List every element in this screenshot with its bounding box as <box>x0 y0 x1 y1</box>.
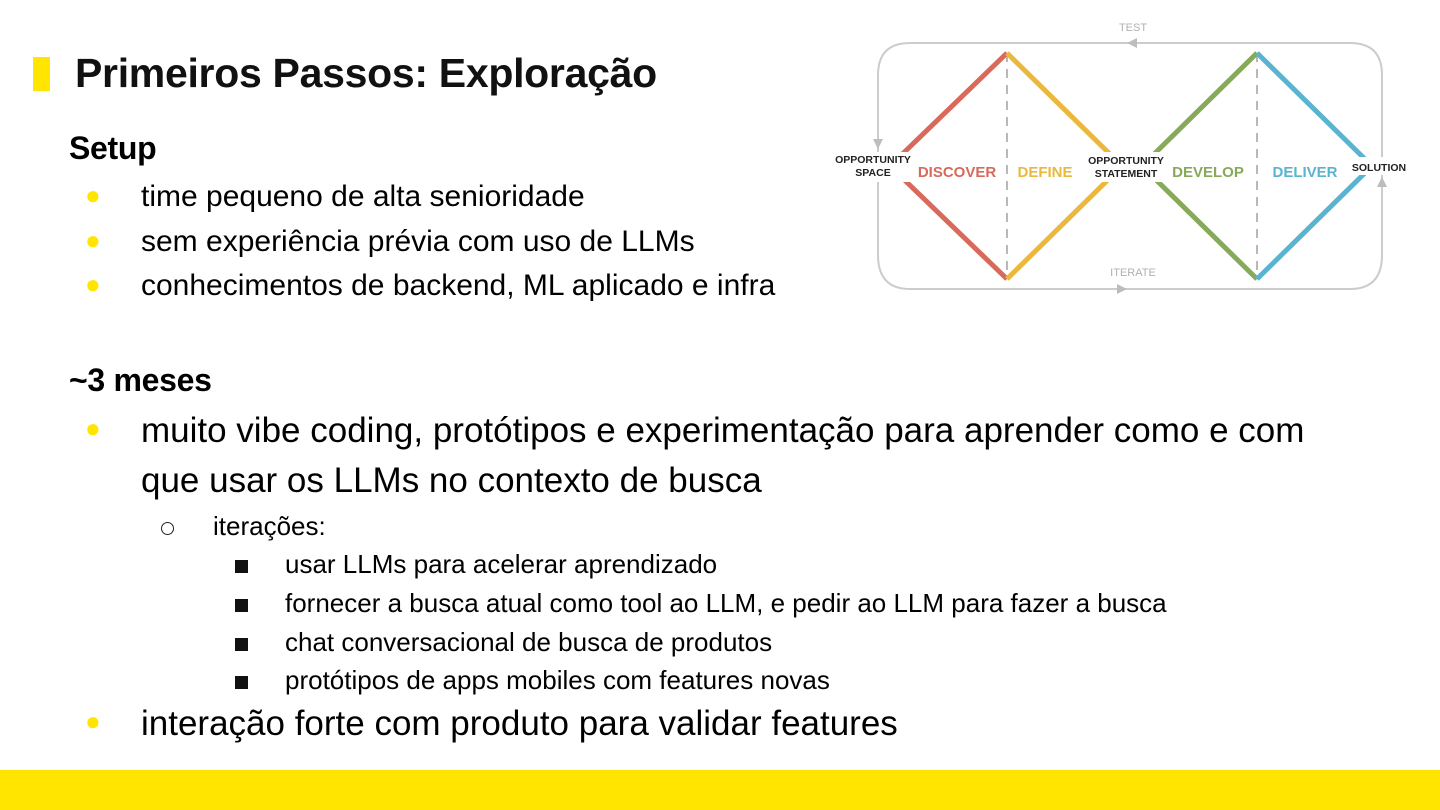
footer-accent-bar <box>0 770 1440 810</box>
opportunity-statement-label-2: STATEMENT <box>1094 168 1158 180</box>
list-item <box>85 269 776 303</box>
list-item-text: interação forte com produto para validar features <box>141 704 898 743</box>
hollow-bullet-icon <box>161 522 174 535</box>
double-diamond-diagram <box>830 15 1410 300</box>
sub-sub-list-item <box>285 588 1167 619</box>
list-item <box>85 704 898 744</box>
test-label: TEST <box>1118 22 1148 34</box>
bullet-icon: ● <box>85 225 101 255</box>
sub-list-item <box>213 511 326 542</box>
sub-sub-list-item <box>285 665 830 696</box>
iterate-label: ITERATE <box>1110 267 1156 279</box>
title-accent-bar <box>33 57 50 91</box>
right-up-arrow-icon <box>1377 177 1387 187</box>
square-bullet-icon <box>235 676 248 689</box>
setup-heading: Setup <box>69 130 157 166</box>
bullet-icon: ● <box>85 413 101 443</box>
months-heading: ~3 meses <box>69 362 212 398</box>
opportunity-space-label: OPPORTUNITY <box>835 154 911 166</box>
discover-label: DISCOVER <box>917 164 997 181</box>
sub-sub-list-item <box>285 549 717 580</box>
list-item <box>85 225 695 259</box>
develop-label: DEVELOP <box>1172 164 1244 181</box>
sub-sub-list-item-text: protótipos de apps mobiles com features novas <box>285 665 830 695</box>
square-bullet-icon <box>235 599 248 612</box>
square-bullet-icon <box>235 560 248 573</box>
list-item-text: time pequeno de alta senioridade <box>141 180 585 213</box>
list-item <box>85 180 585 214</box>
sub-sub-list-item-text: fornecer a busca atual como tool ao LLM, e pedir ao LLM para fazer a busca <box>285 588 1167 618</box>
deliver-label: DELIVER <box>1272 164 1338 181</box>
left-down-arrow-icon <box>873 139 883 149</box>
solution-label: SOLUTION <box>1351 162 1407 174</box>
list-item-text: que usar os LLMs no contexto de busca <box>141 461 762 500</box>
opportunity-space-label-2: SPACE <box>855 167 891 179</box>
list-item-text: sem experiência prévia com uso de LLMs <box>141 225 695 258</box>
list-item-text: conhecimentos de backend, ML aplicado e infra <box>141 269 776 302</box>
list-item-continuation <box>141 461 762 501</box>
square-bullet-icon <box>235 638 248 651</box>
list-item-text: muito vibe coding, protótipos e experimentação para aprender como e com <box>141 411 1305 450</box>
define-label: DEFINE <box>1017 164 1073 181</box>
bullet-icon: ● <box>85 706 101 736</box>
slide-title: Primeiros Passos: Exploração <box>75 50 657 96</box>
bullet-icon: ● <box>85 269 101 299</box>
bullet-icon: ● <box>85 180 101 210</box>
sub-sub-list-item-text: usar LLMs para acelerar aprendizado <box>285 549 718 579</box>
iterate-arrow-icon <box>1117 284 1127 294</box>
list-item <box>85 411 1305 451</box>
sub-sub-list-item <box>285 627 772 658</box>
sub-sub-list-item-text: chat conversacional de busca de produtos <box>285 627 773 657</box>
opportunity-statement-label: OPPORTUNITY <box>1088 155 1164 167</box>
sub-list-item-text: iterações: <box>213 511 326 541</box>
test-arrow-icon <box>1127 38 1137 48</box>
